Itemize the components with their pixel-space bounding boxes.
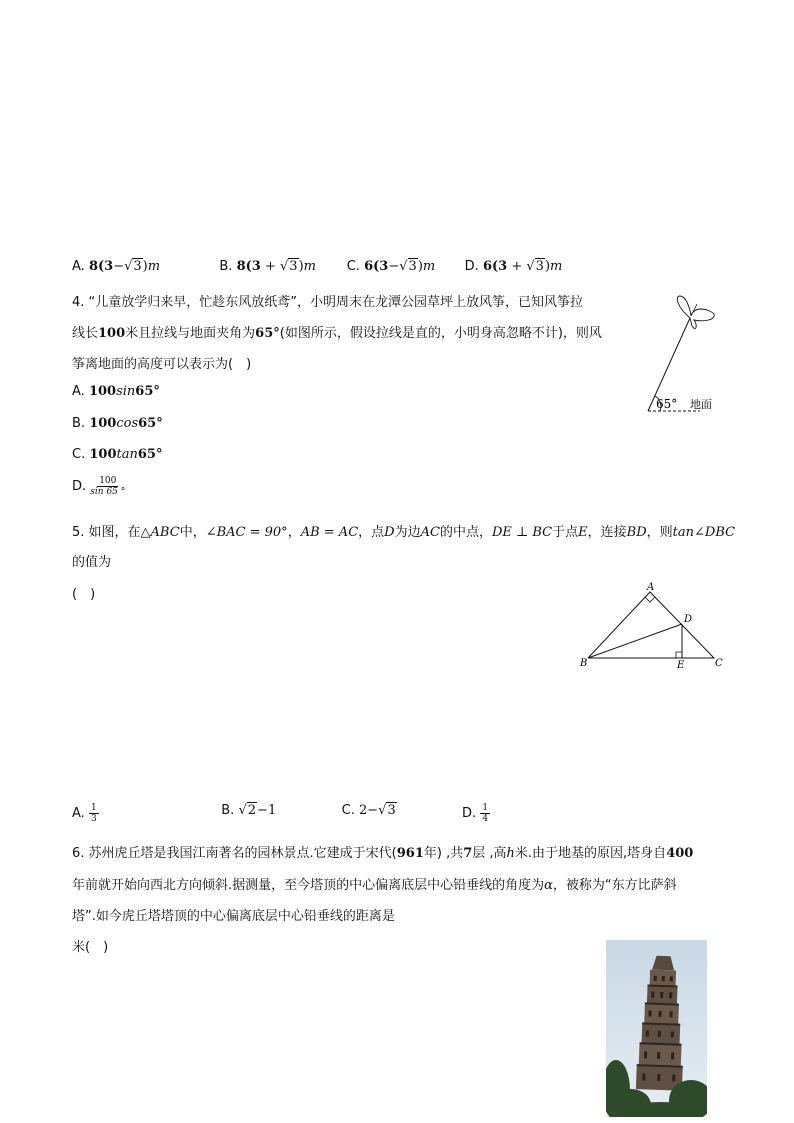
pagoda-photo: [606, 940, 707, 1117]
q6-line-2: 年前就开始向西北方向倾斜.据测量，至今塔顶的中心偏离底层中心铅垂线的角度为α，被称为“东方比萨斜: [72, 878, 677, 893]
q3-option-c[interactable]: C. 6(3−√3)m: [346, 259, 436, 274]
q5-options: [72, 803, 592, 824]
q4-option-c[interactable]: C. 100tan65°: [72, 447, 163, 462]
q5-line-3: ( ): [72, 587, 96, 602]
q4-option-a[interactable]: A. 100sin65°: [72, 384, 160, 399]
q6-line-1: 6. 苏州虎丘塔是我国江南著名的园林景点.它建成于宋代(961年) ,共7层 ,高h米.由于地基的原因,塔身自400: [72, 846, 694, 861]
angle-label: 65°: [656, 397, 678, 411]
q3-option-b[interactable]: B. 8(3 + √3)m: [219, 259, 316, 274]
q4-line-2: 线长100米且拉线与地面夹角为65°(如图所示，假设拉线是直的，小明身高忽略不计)，则风: [72, 326, 602, 341]
q4-option-d-fraction: $\frac{100}{\sin 65 ^\circ}$: [90, 476, 126, 497]
q6-line-3: 塔”.如今虎丘塔塔顶的中心偏离底层中心铅垂线的距离是: [72, 909, 395, 924]
label-d: D: [684, 614, 693, 625]
ground-label: 地面: [690, 398, 712, 411]
q5-option-b[interactable]: B. √2−1: [221, 803, 277, 818]
q5-line-1: 5. 如图，在△ABC中，∠BAC = 90°，AB = AC，点D为边AC的中点，DE ⊥ BC于点E，连接BD，则tan∠DBC: [72, 525, 736, 540]
q5-option-a[interactable]: A. $\frac{1}{3}$: [72, 803, 97, 824]
right-angle-a: [645, 597, 655, 602]
segment-bd: [588, 624, 682, 658]
label-c: C: [715, 658, 723, 669]
q3-option-d[interactable]: D. 6(3 + √3)m: [464, 259, 563, 274]
q4-line-1: 4. “儿童放学归来早，忙趁东风放纸鸢”，小明周末在龙潭公园草坪上放风筝，已知风筝拉: [72, 295, 584, 310]
kite-figure: [640, 290, 730, 420]
q4-option-b[interactable]: B. 100cos65°: [72, 416, 163, 431]
q6-line-4: 米( ): [72, 940, 109, 955]
q5-line-2: 的值为: [72, 555, 112, 570]
q5-option-c[interactable]: C. 2−√3: [341, 803, 396, 818]
triangle-abc: [588, 592, 714, 658]
q3-options: [72, 259, 592, 274]
label-e: E: [677, 660, 685, 670]
label-b: B: [580, 658, 588, 669]
kite-antenna: [692, 304, 697, 314]
right-angle-e: [676, 652, 682, 658]
q4-option-d[interactable]: D. $\frac{100}{\sin 65 ^\circ}$: [72, 476, 126, 497]
q5-option-d[interactable]: D. $\frac{1}{4}$: [462, 803, 489, 824]
label-a: A: [647, 582, 655, 593]
triangle-figure: [578, 580, 728, 670]
q4-line-3: 筝离地面的高度可以表示为( ): [72, 357, 252, 372]
kite-icon: [677, 296, 714, 328]
q3-option-a[interactable]: A. 8(3−√3)m: [72, 259, 161, 274]
